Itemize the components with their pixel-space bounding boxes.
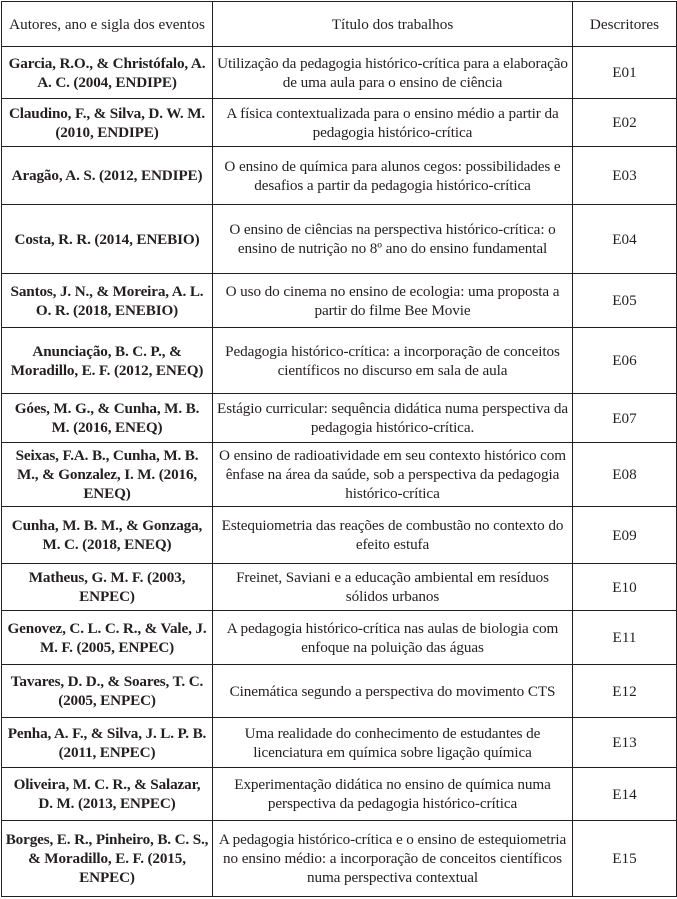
cell-authors: Seixas, F.A. B., Cunha, M. B. M., & Gonzalez, I. M. (2016, ENEQ): [2, 443, 213, 507]
cell-authors: Góes, M. G., & Cunha, M. B. M. (2016, ENEQ): [2, 394, 213, 443]
table-row: [2, 274, 677, 328]
table-row: [2, 665, 677, 718]
table-row: [2, 47, 677, 99]
cell-descriptor: E04: [573, 205, 677, 274]
cell-title: Pedagogia histórico-crítica: a incorporação de conceitos científicos no discurso em sala de aula: [213, 328, 573, 394]
cell-authors: Matheus, G. M. F. (2003, ENPEC): [2, 564, 213, 611]
table-row: [2, 328, 677, 394]
cell-descriptor: E12: [573, 665, 677, 718]
table-row: [2, 147, 677, 205]
cell-descriptor: E08: [573, 443, 677, 507]
table-row: [2, 718, 677, 768]
cell-authors: Borges, E. R., Pinheiro, B. C. S., & Moradillo, E. F. (2015, ENPEC): [2, 821, 213, 897]
cell-title: Utilização da pedagogia histórico-crítica para a elaboração de uma aula para o ensino de ciência: [213, 47, 573, 99]
table-row: [2, 821, 677, 897]
header-descriptor: Descritores: [573, 2, 677, 47]
cell-title: O ensino de química para alunos cegos: possibilidades e desafios a partir da pedagogia histórico-crítica: [213, 147, 573, 205]
cell-authors: Santos, J. N., & Moreira, A. L. O. R. (2018, ENEBIO): [2, 274, 213, 328]
table-row: [2, 443, 677, 507]
cell-title: A física contextualizada para o ensino médio a partir da pedagogia histórico-crítica: [213, 99, 573, 147]
cell-descriptor: E03: [573, 147, 677, 205]
cell-authors: Oliveira, M. C. R., & Salazar, D. M. (2013, ENPEC): [2, 768, 213, 821]
cell-title: A pedagogia histórico-crítica nas aulas de biologia com enfoque na poluição das águas: [213, 611, 573, 665]
cell-descriptor: E09: [573, 507, 677, 564]
cell-authors: Garcia, R.O., & Christófalo, A. A. C. (2004, ENDIPE): [2, 47, 213, 99]
header-title: Título dos trabalhos: [213, 2, 573, 47]
cell-descriptor: E02: [573, 99, 677, 147]
table-header-row: [2, 2, 677, 47]
cell-title: Experimentação didática no ensino de química numa perspectiva da pedagogia histórico-crítica: [213, 768, 573, 821]
cell-descriptor: E01: [573, 47, 677, 99]
cell-title: Freinet, Saviani e a educação ambiental em resíduos sólidos urbanos: [213, 564, 573, 611]
cell-authors: Aragão, A. S. (2012, ENDIPE): [2, 147, 213, 205]
cell-descriptor: E11: [573, 611, 677, 665]
cell-title: O uso do cinema no ensino de ecologia: uma proposta a partir do filme Bee Movie: [213, 274, 573, 328]
table-row: [2, 611, 677, 665]
table-row: [2, 564, 677, 611]
cell-title: O ensino de ciências na perspectiva histórico-crítica: o ensino de nutrição no 8º ano do ensino fundamental: [213, 205, 573, 274]
cell-descriptor: E06: [573, 328, 677, 394]
table-row: [2, 394, 677, 443]
works-table: [1, 1, 677, 897]
cell-authors: Costa, R. R. (2014, ENEBIO): [2, 205, 213, 274]
cell-authors: Tavares, D. D., & Soares, T. C. (2005, ENPEC): [2, 665, 213, 718]
cell-descriptor: E14: [573, 768, 677, 821]
table-row: [2, 507, 677, 564]
cell-descriptor: E05: [573, 274, 677, 328]
table-row: [2, 99, 677, 147]
cell-descriptor: E15: [573, 821, 677, 897]
cell-descriptor: E07: [573, 394, 677, 443]
cell-title: Estequiometria das reações de combustão no contexto do efeito estufa: [213, 507, 573, 564]
cell-title: O ensino de radioatividade em seu contexto histórico com ênfase na área da saúde, sob a perspectiva da pedagogia histórico-crítica: [213, 443, 573, 507]
header-authors: Autores, ano e sigla dos eventos: [2, 2, 213, 47]
cell-authors: Genovez, C. L. C. R., & Vale, J. M. F. (2005, ENPEC): [2, 611, 213, 665]
cell-title: A pedagogia histórico-crítica e o ensino de estequiometria no ensino médio: a incorporação de conceitos científicos numa perspectiva contextual: [213, 821, 573, 897]
cell-authors: Cunha, M. B. M., & Gonzaga, M. C. (2018, ENEQ): [2, 507, 213, 564]
cell-authors: Claudino, F., & Silva, D. W. M. (2010, ENDIPE): [2, 99, 213, 147]
table-row: [2, 768, 677, 821]
cell-descriptor: E13: [573, 718, 677, 768]
cell-title: Uma realidade do conhecimento de estudantes de licenciatura em química sobre ligação química: [213, 718, 573, 768]
cell-descriptor: E10: [573, 564, 677, 611]
cell-authors: Anunciação, B. C. P., & Moradillo, E. F. (2012, ENEQ): [2, 328, 213, 394]
cell-title: Estágio curricular: sequência didática numa perspectiva da pedagogia histórico-crítica.: [213, 394, 573, 443]
table-row: [2, 205, 677, 274]
cell-authors: Penha, A. F., & Silva, J. L. P. B. (2011, ENPEC): [2, 718, 213, 768]
cell-title: Cinemática segundo a perspectiva do movimento CTS: [213, 665, 573, 718]
